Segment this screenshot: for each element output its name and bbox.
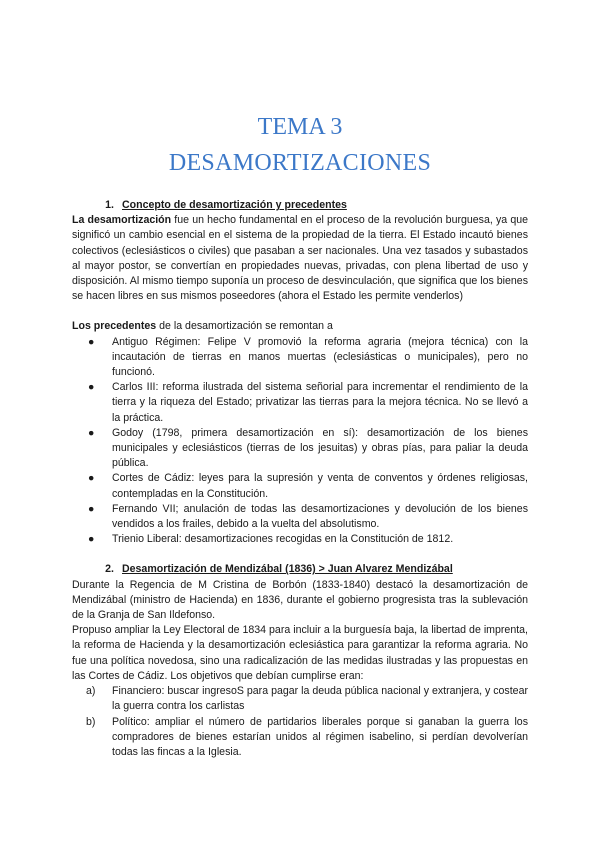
bullet-icon: ● [88,381,95,394]
desamortizacion-paragraph [72,213,528,304]
list-item-text: Antiguo Régimen: Felipe V promovió la reforma agraria (mejora técnica) con la incautación de tierras en manos muertas (eclesiásticas o municipales), pero no funcionó. [112,335,528,379]
bullet-icon: ● [88,502,95,515]
list-item [72,426,528,472]
section-number: 2. [105,563,114,576]
precedentes-list [72,335,528,548]
precedentes-paragraph [72,319,528,334]
section-2-heading [72,562,528,577]
section-1-heading [72,198,528,213]
title-line-1: TEMA 3 [257,114,343,140]
bold-term: La desamortización [72,214,172,227]
list-item-text: Godoy (1798, primera desamortización en sí): desamortización de los bienes municipales y eclesiásticos (tierras de los jesuitas) y obras pías, para paliar la deuda pública. [112,426,528,470]
propuesta-paragraph: Propuso ampliar la Ley Electoral de 1834 para incluir a la burguesía baja, la libertad de imprenta, la reforma de Hacienda y la desamortización eclesiástica para garantizar la reforma agraria. No fue una política novedosa, sino una radicalización de las medidas ilustradas y las propuestas en las Cortes de Cádiz. Los objetivos que debían cumplirse eran: [72,624,528,682]
regencia-paragraph: Durante la Regencia de M Cristina de Borbón (1833-1840) destacó la desamortización de Mendizábal (ministro de Hacienda) en 1836, durante el gobierno progresista tras la sublevación de la Granja de San Ildefonso. [72,578,528,622]
bold-term: Los precedentes [72,320,157,333]
list-marker: a) [86,685,96,698]
title-line-2: DESAMORTIZACIONES [168,150,432,176]
objetivos-list [72,684,528,760]
list-item-text: Cortes de Cádiz: leyes para la supresión y venta de conventos y órdenes religiosas, contempladas en la Constitución. [112,472,528,500]
section-number: 1. [105,199,114,211]
list-marker: b) [86,715,96,728]
list-item [72,471,528,501]
list-item [72,502,528,532]
list-item-text: Político: ampliar el número de partidarios liberales porque si ganaban la guerra los compradores de bienes estarían unidos al régimen isabelino, si perdían devolverían todas las fincas a la Iglesia. [112,715,528,758]
document-body [72,198,528,760]
list-item-text: Financiero: buscar ingresoS para pagar la deuda pública nacional y extranjera, y costear la guerra contra los carlistas [112,685,528,713]
bullet-icon: ● [88,472,95,485]
paragraph-text: fue un hecho fundamental en el proceso de la revolución burguesa, ya que significó un cambio esencial en el sistema de la propiedad de la tierra. El Estado incautó bienes colectivos (eclesiásticos o civiles) que pasaban a ser nacionales. Una vez tasados y subastados al mayor postor, se convertían en propiedades nuevas, privadas, con plena libertad de uso y disposición. Al mismo tiempo suponía un proceso de desvinculación, que significa que los bienes se hacen libres en sus mismos poseedores (ahora el Estado les permite venderlos) [72,214,529,303]
list-item-text: Trienio Liberal: desamortizaciones recogidas en la Constitución de 1812. [112,533,454,546]
bullet-icon: ● [88,533,95,546]
bullet-icon: ● [88,335,95,348]
list-item [72,532,528,547]
list-item-text: Carlos III: reforma ilustrada del sistema señorial para incrementar el rendimiento de la tierra y la riqueza del Estado; privatizar las tierras para la mejora técnica. No se llevó a la práctica. [112,381,528,424]
list-item [72,380,528,426]
list-item-text: Fernando VII; anulación de todas las desamortizaciones y devolución de los bienes vendidos a los frailes, debido a la vuelta del absolutismo. [112,502,528,531]
section-title: Desamortización de Mendizábal (1836) > Juan Alvarez Mendizábal [122,563,453,576]
paragraph-text: de la desamortización se remontan a [156,320,333,333]
bullet-icon: ● [88,426,95,439]
section-title: Concepto de desamortización y precedentes [122,199,347,211]
list-item [72,684,528,714]
list-item [72,715,528,761]
list-item [72,335,528,381]
